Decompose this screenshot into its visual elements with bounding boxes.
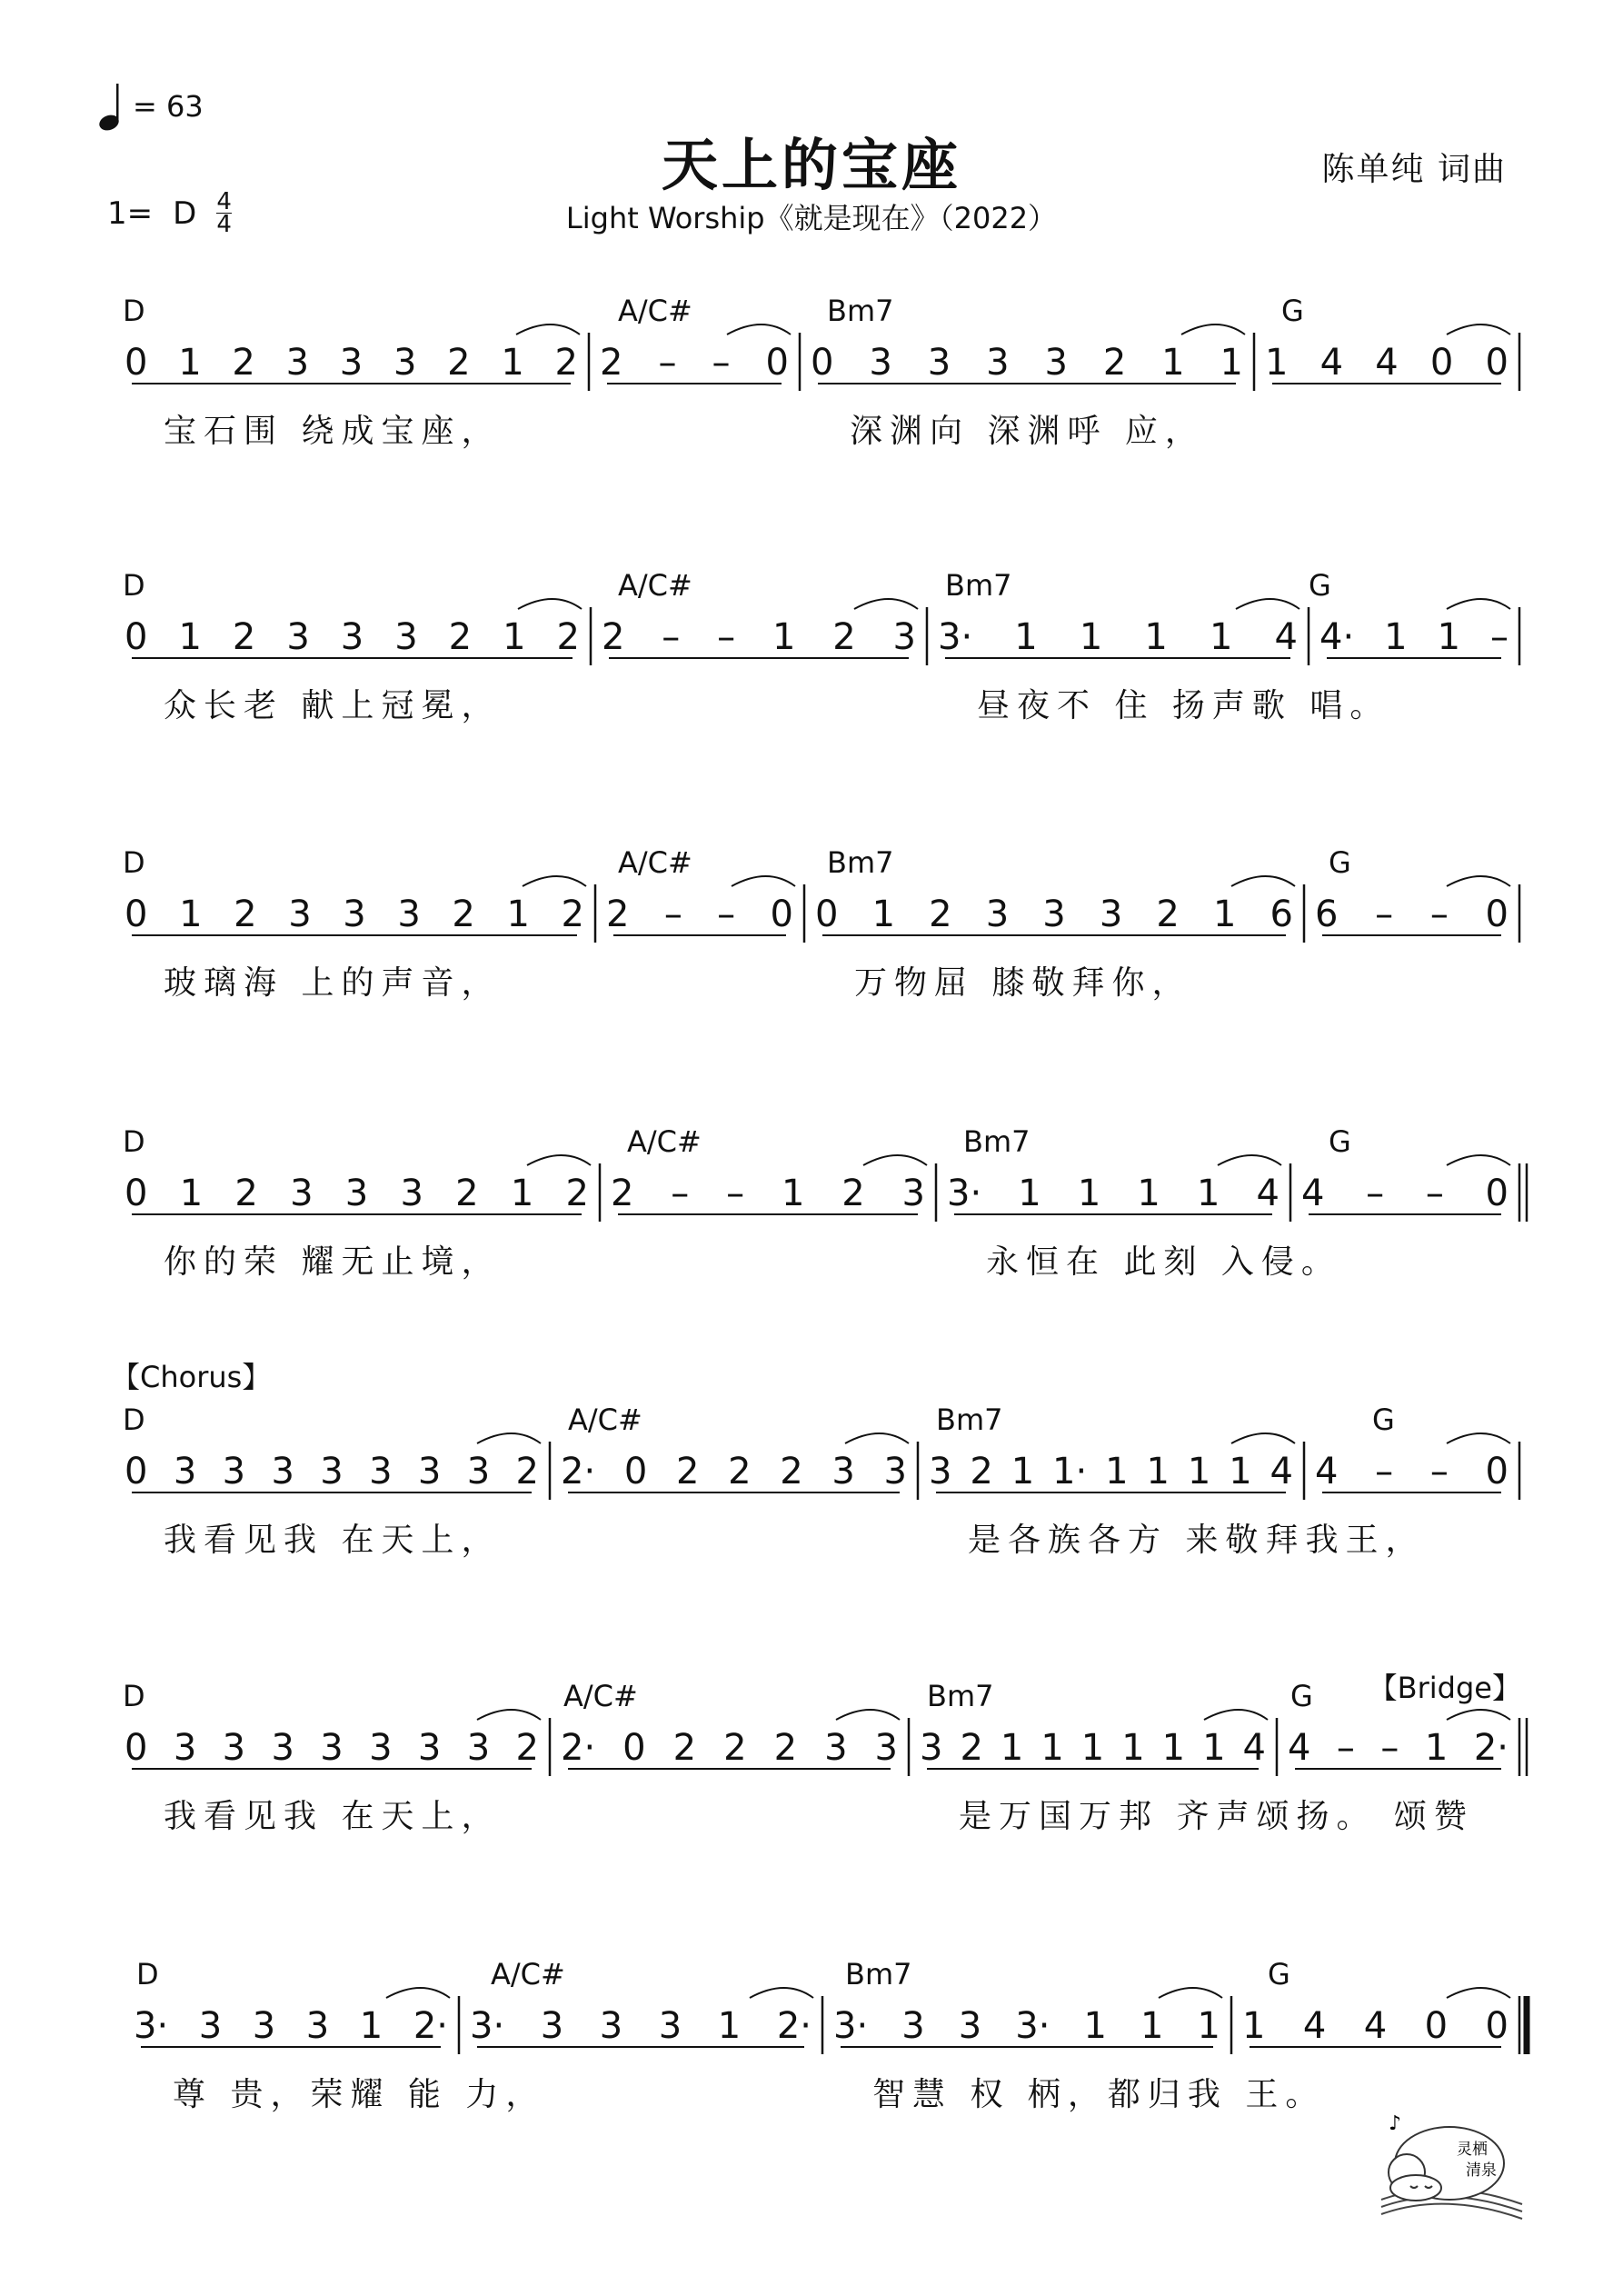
chord-symbol: A/C# [618, 568, 692, 603]
chord-symbol: G [1290, 1679, 1313, 1713]
chord-symbol: G [1329, 1124, 1351, 1159]
measure-notes: 3· 3 3 3 1 2· [134, 2005, 448, 2047]
time-signature-bottom: 4 [216, 211, 232, 238]
chord-symbol: A/C# [618, 845, 692, 880]
lyric-line: 玻璃海 上的声音， [164, 964, 502, 1002]
section-label-bridge: 【Bridge】 [1368, 1671, 1521, 1705]
chord-symbol: D [123, 1679, 145, 1713]
chord-symbol: A/C# [568, 1403, 642, 1437]
measure-notes: 0 1 2 3 3 3 2 1 2 [124, 342, 578, 384]
chord-symbol: A/C# [627, 1124, 702, 1159]
section-label-chorus: 【Chorus】 [111, 1360, 272, 1394]
chord-symbol: D [123, 294, 145, 328]
slur [1159, 1988, 1222, 1998]
song-subtitle: Light Worship《就是现在》（2022） [565, 201, 1058, 235]
slur [750, 1988, 813, 1998]
measure-notes: 0 1 2 3 3 3 2 1 2 [124, 893, 584, 935]
lyric-line: 智慧 权 柄，都归我 王。 [872, 2076, 1326, 2113]
chord-symbol: D [136, 1957, 159, 1992]
chord-symbol: D [123, 1403, 145, 1437]
measure-notes: 0 3 3 3 3 3 3 3 2 [124, 1727, 539, 1769]
chord-symbol: G [1268, 1957, 1290, 1992]
chord-symbol: G [1329, 845, 1351, 880]
chord-symbol: G [1309, 568, 1331, 603]
measure-notes: 4 – – 0 [1301, 1173, 1508, 1214]
measure-notes: 3 2 1 1· 1 1 1 1 4 [929, 1451, 1293, 1492]
measure-notes: 3· 3 3 3 1 2· [470, 2005, 812, 2047]
measure-notes: 2· 0 2 2 2 3 3 [561, 1727, 898, 1769]
chord-symbol: Bm7 [945, 568, 1012, 603]
chord-symbol: D [123, 1124, 145, 1159]
key-name: D [173, 195, 197, 232]
chord-symbol: G [1372, 1403, 1395, 1437]
chord-symbol: A/C# [563, 1679, 638, 1713]
measure-notes: 2· 0 2 2 2 3 3 [561, 1451, 907, 1492]
chord-symbol: Bm7 [927, 1679, 994, 1713]
measure-notes: 0 1 2 3 3 3 2 1 6 [815, 893, 1293, 935]
chord-symbol: D [123, 568, 145, 603]
chord-symbol: A/C# [618, 294, 692, 328]
measure-notes: 0 3 3 3 3 2 1 1 [811, 342, 1243, 384]
lyric-line: 宝石围 绕成宝座， [164, 413, 502, 450]
measure-notes: 6 – – 0 [1315, 893, 1508, 935]
lyric-line: 永恒在 此刻 入侵。 [986, 1243, 1341, 1281]
lyric-line: 是各族各方 来敬拜我王， [968, 1522, 1426, 1559]
chord-symbol: Bm7 [827, 845, 894, 880]
lyric-line: 我看见我 在天上， [164, 1522, 502, 1559]
measure-notes: 1 4 4 0 0 [1265, 342, 1508, 384]
slur [1447, 1988, 1510, 1998]
chord-symbol: D [123, 845, 145, 880]
composer-credit: 陈单纯 词曲 [1321, 151, 1507, 188]
svg-text:清泉: 清泉 [1466, 2161, 1497, 2180]
lyric-line: 众长老 献上冠冕， [164, 687, 502, 724]
song-title: 天上的宝座 [661, 132, 961, 198]
sheep-logo [1363, 2113, 1536, 2227]
measure-notes: 2 – – 0 [600, 342, 789, 384]
lyric-line: 尊 贵，荣耀 能 力， [173, 2076, 546, 2113]
time-signature-top: 4 [216, 188, 232, 215]
measure-notes: 4· 1 1 – [1319, 616, 1508, 658]
measure-notes: 3· 1 1 1 1 4 [938, 616, 1298, 658]
measure-notes: 2 – – 0 [606, 893, 793, 935]
svg-text:♪: ♪ [1389, 2113, 1402, 2135]
measure-notes: 0 3 3 3 3 3 3 3 2 [124, 1451, 539, 1492]
chord-symbol: Bm7 [827, 294, 894, 328]
lyric-line: 万物屈 膝敬拜你， [854, 964, 1192, 1002]
chord-symbol: Bm7 [845, 1957, 912, 1992]
tempo-value: = 63 [133, 89, 204, 124]
chord-symbol: Bm7 [936, 1403, 1003, 1437]
measure-notes: 3 2 1 1 1 1 1 1 4 [920, 1727, 1266, 1769]
measure-notes: 0 1 2 3 3 3 2 1 2 [124, 1173, 589, 1214]
measure-notes: 3· 1 1 1 1 4 [947, 1173, 1279, 1214]
measure-notes: 2 – – 1 2 3 [602, 616, 916, 658]
slur [386, 1988, 450, 1998]
measure-notes: 2 – – 1 2 3 [611, 1173, 925, 1214]
measure-notes: 1 4 4 0 0 [1242, 2005, 1508, 2047]
lyric-line: 你的荣 耀无止境， [164, 1243, 502, 1281]
chord-symbol: G [1281, 294, 1304, 328]
lyric-line: 昼夜不 住 扬声歌 唱。 [977, 687, 1390, 724]
measure-notes: 0 1 2 3 3 3 2 1 2 [124, 616, 580, 658]
measure-notes: 4 – – 0 [1315, 1451, 1508, 1492]
key-prefix: 1= [107, 195, 154, 232]
measure-notes: 4 – – 1 2· [1288, 1727, 1508, 1769]
lyric-line: 我看见我 在天上， [164, 1798, 502, 1835]
lyric-line: 深渊向 深渊呼 应， [850, 413, 1205, 450]
chord-symbol: Bm7 [963, 1124, 1031, 1159]
lyric-line: 是万国万邦 齐声颂扬。 颂赞 [959, 1798, 1474, 1835]
measure-notes: 3· 3 3 3· 1 1 1 [833, 2005, 1220, 2047]
chord-symbol: A/C# [491, 1957, 565, 1992]
logo-lettering: 灵栖 [1457, 2141, 1488, 2159]
